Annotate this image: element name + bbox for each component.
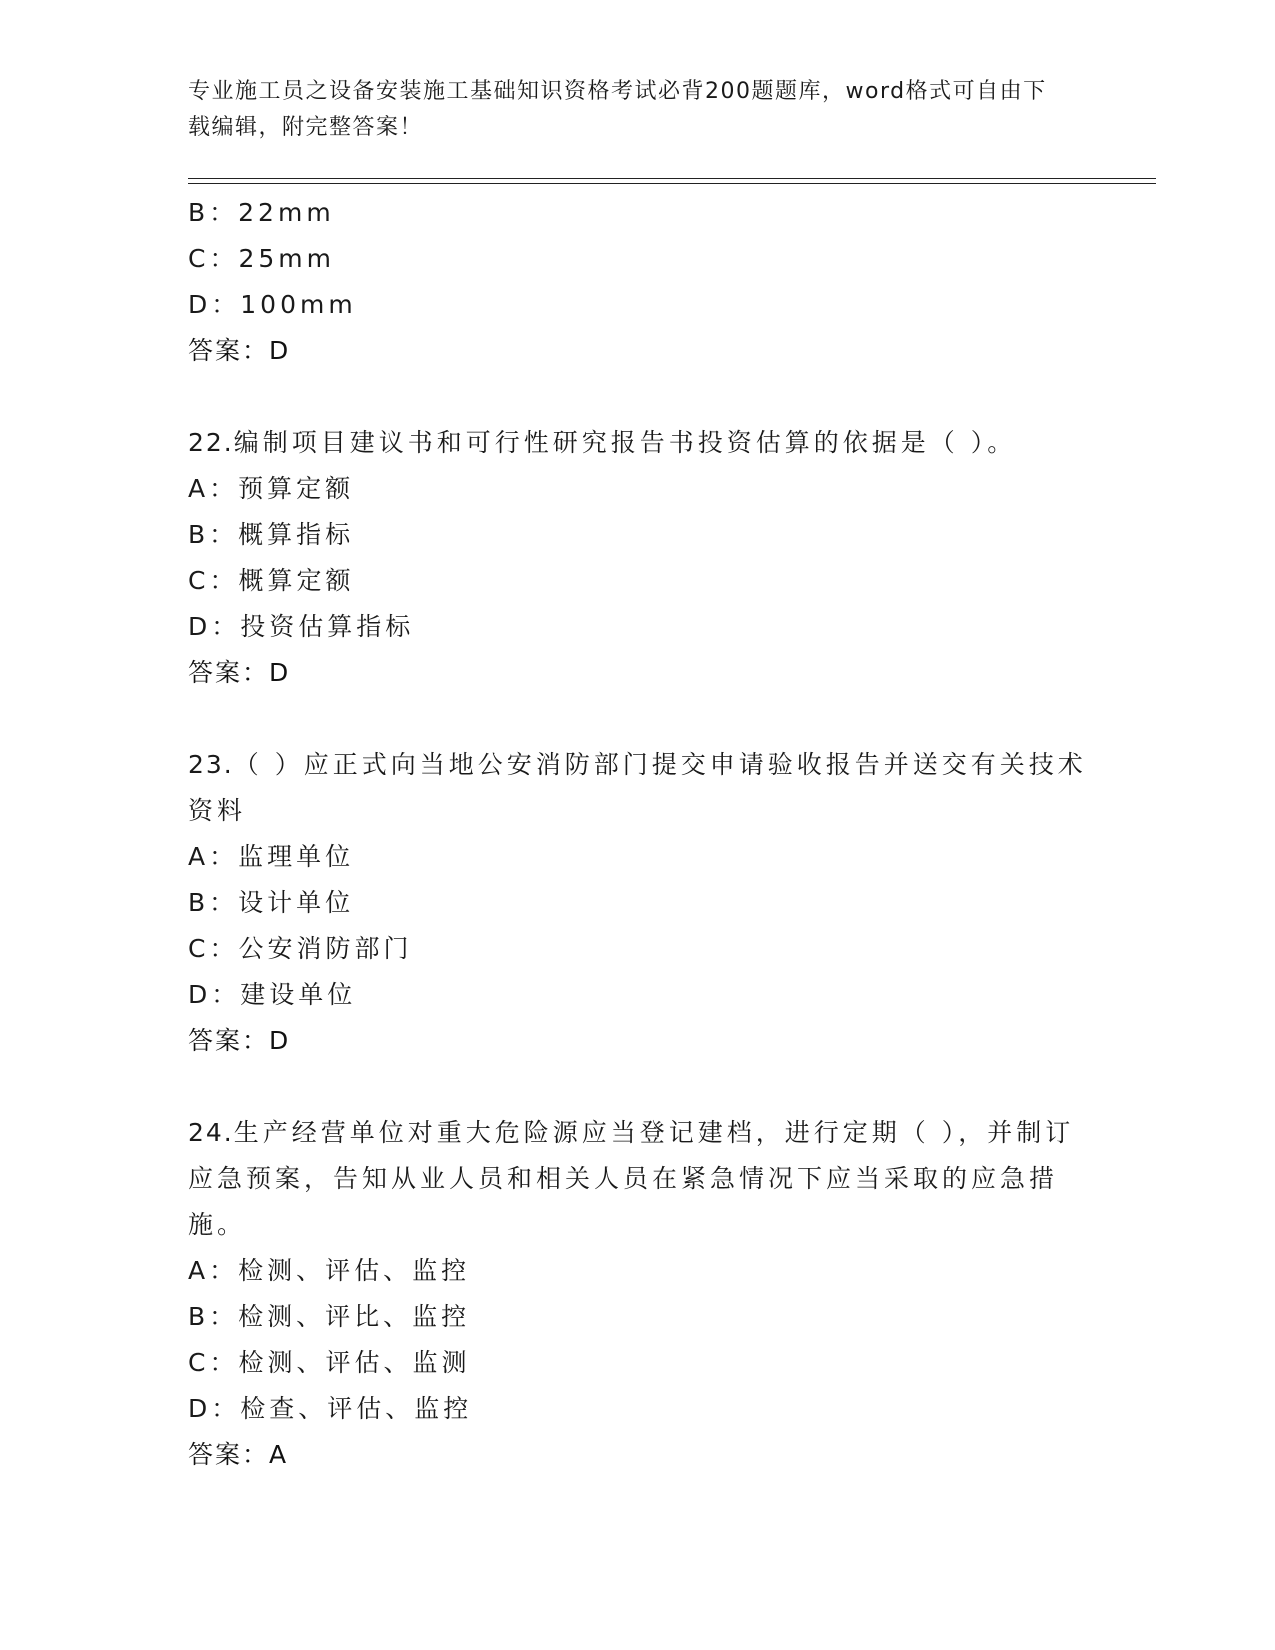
option-label: D： bbox=[188, 1394, 241, 1423]
option-label: B： bbox=[188, 1302, 239, 1331]
option-text: 概算定额 bbox=[238, 566, 355, 595]
option-label: A： bbox=[188, 474, 239, 503]
question-text bbox=[188, 1110, 1088, 1248]
question-text bbox=[188, 742, 1088, 834]
answer-line: 答案：A bbox=[188, 1440, 289, 1469]
option-d bbox=[188, 1386, 1088, 1432]
option-text: 100mm bbox=[240, 290, 357, 319]
answer-line: 答案：D bbox=[188, 1026, 291, 1055]
option-label: C： bbox=[188, 1348, 239, 1377]
option-label: B： bbox=[188, 198, 239, 227]
option-b bbox=[188, 190, 1088, 236]
question-number: 24. bbox=[188, 1118, 234, 1147]
question-number: 23. bbox=[188, 750, 234, 779]
document-header bbox=[188, 74, 1068, 146]
option-text: 检查、评估、监控 bbox=[240, 1394, 473, 1423]
option-label: C： bbox=[188, 566, 239, 595]
option-text: 设计单位 bbox=[238, 888, 355, 917]
option-label: A： bbox=[188, 1256, 239, 1285]
option-b bbox=[188, 512, 1088, 558]
option-a bbox=[188, 466, 1088, 512]
option-text: 建设单位 bbox=[240, 980, 357, 1009]
option-c bbox=[188, 558, 1088, 604]
option-label: C： bbox=[188, 244, 239, 273]
answer-line: 答案：D bbox=[188, 336, 291, 365]
option-d bbox=[188, 972, 1088, 1018]
option-text: 监理单位 bbox=[238, 842, 355, 871]
question-number: 22. bbox=[188, 428, 234, 457]
option-text: 22mm bbox=[238, 198, 335, 227]
option-c bbox=[188, 926, 1088, 972]
question-23 bbox=[188, 742, 1088, 1064]
option-label: C： bbox=[188, 934, 239, 963]
option-c bbox=[188, 236, 1088, 282]
option-text: 25mm bbox=[238, 244, 335, 273]
question-22 bbox=[188, 420, 1088, 696]
header-rule-bottom bbox=[188, 183, 1156, 184]
option-text: 检测、评估、监测 bbox=[238, 1348, 471, 1377]
option-a bbox=[188, 1248, 1088, 1294]
question-24 bbox=[188, 1110, 1088, 1478]
option-text: 公安消防部门 bbox=[238, 934, 413, 963]
header-title: 专业施工员之设备安装施工基础知识资格考试必背200题题库，word格式可自由下载编辑，附完整答案！ bbox=[188, 79, 1047, 140]
option-b bbox=[188, 880, 1088, 926]
option-text: 概算指标 bbox=[238, 520, 355, 549]
option-text: 预算定额 bbox=[238, 474, 355, 503]
option-label: B： bbox=[188, 520, 239, 549]
option-c bbox=[188, 1340, 1088, 1386]
question-stem: 编制项目建议书和可行性研究报告书投资估算的依据是（ ）。 bbox=[233, 428, 1017, 457]
question-list bbox=[188, 190, 1088, 1478]
partial-question bbox=[188, 190, 1088, 374]
option-label: D： bbox=[188, 612, 241, 641]
option-d bbox=[188, 282, 1088, 328]
option-label: B： bbox=[188, 888, 239, 917]
question-stem: 生产经营单位对重大危险源应当登记建档，进行定期（ ），并制订应急预案，告知从业人员和相关人员在紧急情况下应当采取的应急措施。 bbox=[188, 1118, 1075, 1239]
option-text: 检测、评估、监控 bbox=[238, 1256, 471, 1285]
question-text bbox=[188, 420, 1088, 466]
option-text: 检测、评比、监控 bbox=[238, 1302, 471, 1331]
option-b bbox=[188, 1294, 1088, 1340]
option-label: D： bbox=[188, 980, 241, 1009]
header-rule-top bbox=[188, 178, 1156, 179]
option-label: D： bbox=[188, 290, 241, 319]
option-a bbox=[188, 834, 1088, 880]
question-stem: （ ）应正式向当地公安消防部门提交申请验收报告并送交有关技术资料 bbox=[188, 750, 1087, 825]
answer-line: 答案：D bbox=[188, 658, 291, 687]
option-label: A： bbox=[188, 842, 239, 871]
option-text: 投资估算指标 bbox=[240, 612, 415, 641]
option-d bbox=[188, 604, 1088, 650]
